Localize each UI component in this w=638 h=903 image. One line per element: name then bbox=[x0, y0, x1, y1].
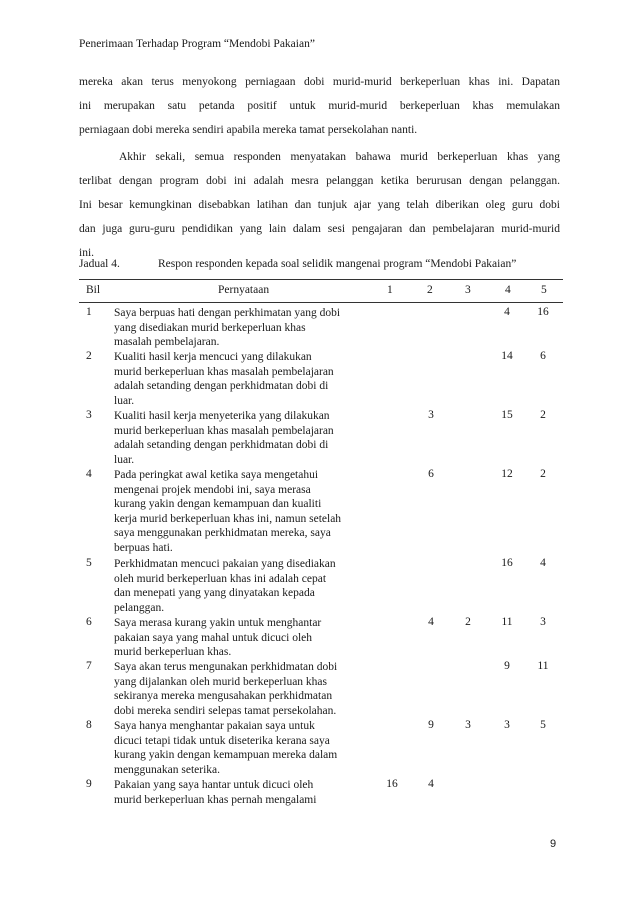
statement-line: masalah pembelajaran. bbox=[114, 336, 220, 348]
table-caption-title: Respon responden kepada soal selidik mangenai program “Mendobi Pakaian” bbox=[158, 258, 517, 270]
row-count-2: 4 bbox=[428, 616, 434, 628]
statement-line: luar. bbox=[114, 394, 135, 407]
row-bil: 6 bbox=[86, 616, 92, 628]
statement-line: dicuci tetapi tidak untuk diseterika kerana saya bbox=[114, 734, 330, 747]
row-count-5: 3 bbox=[540, 616, 546, 628]
header-scale-4: 4 bbox=[505, 284, 511, 296]
header-scale-5: 5 bbox=[541, 284, 547, 296]
row-bil: 7 bbox=[86, 660, 92, 672]
statement-line: luar. bbox=[114, 453, 135, 466]
header-scale-2: 2 bbox=[427, 284, 433, 296]
statement-line: kurang yakin dengan kemampuan dan kualiti bbox=[114, 498, 322, 510]
statement-line: dobi mereka sendiri selepas tamat persekolahan. bbox=[114, 704, 337, 717]
row-count-3: 3 bbox=[465, 719, 471, 731]
row-count-3: 2 bbox=[465, 616, 471, 628]
row-count-4: 3 bbox=[504, 719, 510, 731]
statement-line: kurang yakin dengan kemampuan mereka dalam bbox=[114, 749, 338, 761]
row-count-5: 2 bbox=[540, 468, 546, 480]
row-count-5: 5 bbox=[540, 719, 546, 731]
statement-line: sekiranya mereka mengusahakan perkhidmatan bbox=[114, 690, 333, 702]
statement-line: Saya hanya menghantar pakaian saya untuk bbox=[114, 720, 315, 732]
statement-line: adalah setanding dengan perkhidmatan dobi di bbox=[114, 439, 329, 451]
statement-line: yang disediakan murid berkeperluan khas bbox=[114, 321, 306, 334]
row-bil: 8 bbox=[86, 719, 92, 731]
table-header-rule bbox=[79, 302, 563, 303]
text-line: mereka akan terus menyokong perniagaan dobi murid-murid berkeperluan khas ini. Dapatan bbox=[79, 76, 560, 88]
statement-line: saya menggunakan perkhidmatan mereka, saya bbox=[114, 527, 331, 539]
row-count-2: 4 bbox=[428, 778, 434, 790]
statement-line: berpuas hati. bbox=[114, 541, 173, 554]
statement-line: Saya merasa kurang yakin untuk menghantar bbox=[114, 617, 322, 629]
row-count-5: 4 bbox=[540, 557, 546, 569]
header-scale-3: 3 bbox=[465, 284, 471, 296]
paragraph-2 bbox=[79, 145, 560, 265]
statement-line: murid berkeperluan khas pernah mengalami bbox=[114, 793, 317, 806]
row-count-2: 9 bbox=[428, 719, 434, 731]
row-bil: 2 bbox=[86, 350, 92, 362]
paragraph-1 bbox=[79, 70, 560, 142]
statement-line: oleh murid berkeperluan khas ini adalah cepat bbox=[114, 572, 327, 585]
row-statement bbox=[114, 350, 376, 408]
row-statement bbox=[114, 468, 376, 555]
statement-line: adalah setanding dengan perkhidmatan dobi di bbox=[114, 380, 329, 392]
row-statement bbox=[114, 778, 376, 807]
text-line: Ini besar kemungkinan disebabkan latihan dan tunjuk ajar yang telah diberikan oleg guru dobi bbox=[79, 199, 560, 211]
table-caption-number: Jadual 4. bbox=[79, 258, 120, 270]
statement-line: pakaian saya yang mahal untuk dicuci oleh bbox=[114, 631, 312, 644]
statement-line: mengenai projek mendobi ini, saya merasa bbox=[114, 483, 311, 496]
row-count-4: 15 bbox=[501, 409, 513, 421]
header-scale-1: 1 bbox=[387, 284, 393, 296]
text-line: terlibat dengan program dobi ini adalah mesra pelanggan ketika berurusan dengan pelanggan. bbox=[79, 175, 560, 187]
statement-line: dan menepati yang yang dinyatakan kepada bbox=[114, 587, 315, 599]
text-line: perniagaan dobi mereka sendiri apabila mereka tamat persekolahan nanti. bbox=[79, 124, 418, 136]
row-count-5: 11 bbox=[537, 660, 549, 672]
statement-line: kerja murid berkeperluan khas ini, namun setelah bbox=[114, 512, 342, 525]
row-count-1: 16 bbox=[386, 778, 398, 790]
row-statement bbox=[114, 660, 376, 718]
row-bil: 5 bbox=[86, 557, 92, 569]
running-header: Penerimaan Terhadap Program “Mendobi Pakaian” bbox=[79, 38, 315, 50]
text-line: dan juga guru-guru pendidikan yang lain dalam sesi pengajaran dan pembelajaran murid-murid bbox=[79, 223, 560, 235]
statement-line: murid berkeperluan khas masalah pembelajaran bbox=[114, 424, 334, 437]
page-number: 9 bbox=[550, 838, 557, 850]
row-count-5: 6 bbox=[540, 350, 546, 362]
row-count-4: 9 bbox=[504, 660, 510, 672]
row-count-5: 16 bbox=[537, 306, 549, 318]
row-statement bbox=[114, 719, 376, 777]
row-bil: 9 bbox=[86, 778, 92, 790]
statement-line: pelanggan. bbox=[114, 601, 165, 614]
statement-line: Perkhidmatan mencuci pakaian yang disediakan bbox=[114, 558, 336, 570]
statement-line: Pada peringkat awal ketika saya mengetahui bbox=[114, 469, 319, 481]
row-count-2: 6 bbox=[428, 468, 434, 480]
statement-line: Saya akan terus mengunakan perkhidmatan dobi bbox=[114, 661, 338, 673]
row-bil: 1 bbox=[86, 306, 92, 318]
row-statement bbox=[114, 409, 376, 467]
row-count-4: 12 bbox=[501, 468, 513, 480]
row-bil: 3 bbox=[86, 409, 92, 421]
row-count-4: 14 bbox=[501, 350, 513, 362]
row-count-5: 2 bbox=[540, 409, 546, 421]
row-statement bbox=[114, 616, 376, 660]
statement-line: Kualiti hasil kerja menyeterika yang dilakukan bbox=[114, 410, 330, 422]
row-bil: 4 bbox=[86, 468, 92, 480]
text-line: Akhir sekali, semua responden menyatakan bahawa murid berkeperluan khas yang bbox=[119, 151, 560, 163]
statement-line: murid berkeperluan khas. bbox=[114, 646, 232, 658]
row-count-4: 11 bbox=[501, 616, 513, 628]
header-pernyataan: Pernyataan bbox=[218, 284, 270, 296]
text-line: ini. bbox=[79, 247, 95, 259]
statement-line: Pakaian yang saya hantar untuk dicuci oleh bbox=[114, 779, 314, 791]
header-bil: Bil bbox=[86, 284, 101, 296]
text-line: ini merupakan satu petanda positif untuk murid-murid berkeperluan khas memulakan bbox=[79, 100, 560, 112]
row-statement bbox=[114, 306, 376, 350]
statement-line: yang dijalankan oleh murid berkeperluan khas bbox=[114, 675, 327, 688]
statement-line: Kualiti hasil kerja mencuci yang dilakukan bbox=[114, 351, 312, 363]
row-statement bbox=[114, 557, 376, 615]
row-count-4: 4 bbox=[504, 306, 510, 318]
statement-line: murid berkeperluan khas masalah pembelajaran bbox=[114, 365, 334, 378]
row-count-2: 3 bbox=[428, 409, 434, 421]
statement-line: Saya berpuas hati dengan perkhimatan yang dobi bbox=[114, 307, 341, 319]
statement-line: menggunakan seterika. bbox=[114, 763, 221, 776]
table-top-rule bbox=[79, 279, 563, 280]
row-count-4: 16 bbox=[501, 557, 513, 569]
